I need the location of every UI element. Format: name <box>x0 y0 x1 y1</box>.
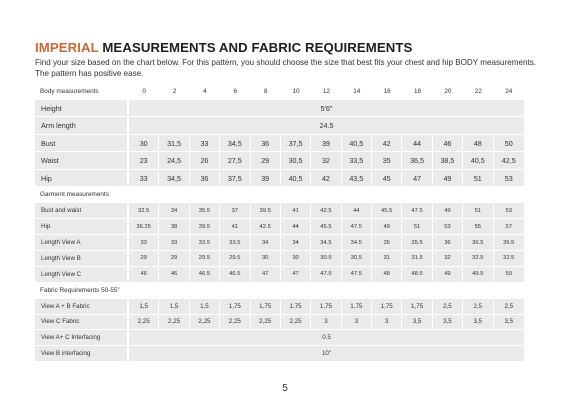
table-cell: 46.5 <box>220 267 250 283</box>
row-label: Length View B <box>35 251 129 267</box>
table-cell: 37,5 <box>220 170 250 188</box>
table-row <box>35 315 524 331</box>
table-cell: 3,5 <box>433 315 463 331</box>
table-cell: 1,75 <box>220 299 250 315</box>
table-cell: 47.5 <box>402 203 432 219</box>
row-label: Bust <box>35 135 129 153</box>
size-heading: 0 <box>129 84 159 100</box>
table-cell: 29 <box>129 251 159 267</box>
fabric-requirements-header-row <box>35 283 524 299</box>
size-heading: 8 <box>251 84 281 100</box>
table-cell: 32 <box>433 251 463 267</box>
table-cell: 39.5 <box>190 219 220 235</box>
table-cell: 40,5 <box>342 135 372 153</box>
table-cell: 2,25 <box>159 315 189 331</box>
table-cell: 44 <box>281 219 311 235</box>
row-label: View C Fabric <box>35 315 129 331</box>
title-rest: MEASUREMENTS AND FABRIC REQUIREMENTS <box>98 40 413 55</box>
table-cell: 38 <box>159 219 189 235</box>
size-heading: 22 <box>463 84 493 100</box>
table-cell: 29.5 <box>190 251 220 267</box>
row-label: Hip <box>35 170 129 188</box>
table-cell: 34,5 <box>220 135 250 153</box>
table-row <box>35 219 524 235</box>
table-row <box>35 203 524 219</box>
section-heading: Body measurements <box>35 84 129 100</box>
table-cell: 35 <box>372 235 402 251</box>
table-cell: 46.5 <box>190 267 220 283</box>
table-cell: 37 <box>220 203 250 219</box>
table-cell: 46 <box>129 267 159 283</box>
table-cell: 2,5 <box>494 299 525 315</box>
table-cell: 46 <box>433 135 463 153</box>
table-cell: 42 <box>372 135 402 153</box>
table-cell: 41 <box>220 219 250 235</box>
spanning-value: 24.5 <box>129 117 524 135</box>
table-cell: 34 <box>159 203 189 219</box>
table-cell: 46 <box>159 267 189 283</box>
table-cell: 39 <box>251 170 281 188</box>
table-cell: 1,75 <box>342 299 372 315</box>
table-cell: 40,5 <box>463 152 493 170</box>
table-cell: 1,75 <box>251 299 281 315</box>
table-row <box>35 299 524 315</box>
table-cell: 42.5 <box>311 203 341 219</box>
body-measurements-header-row <box>35 84 524 100</box>
table-cell: 3 <box>372 315 402 331</box>
table-row <box>35 267 524 283</box>
spanning-value: 0.5 <box>129 330 524 346</box>
table-cell: 49 <box>372 219 402 235</box>
table-cell: 33 <box>159 235 189 251</box>
row-label: View A + B Fabric <box>35 299 129 315</box>
page-number: 5 <box>282 383 288 394</box>
table-row <box>35 346 524 362</box>
page-title <box>35 40 412 55</box>
table-cell: 48.5 <box>402 267 432 283</box>
table-row <box>35 330 524 346</box>
table-cell: 47.5 <box>342 219 372 235</box>
row-label: Length View C <box>35 267 129 283</box>
row-label: Waist <box>35 152 129 170</box>
table-cell: 3 <box>311 315 341 331</box>
table-row <box>35 117 524 135</box>
row-label: View A+ C Interfacing <box>35 330 129 346</box>
table-cell: 33.5 <box>220 235 250 251</box>
size-heading: 4 <box>190 84 220 100</box>
table-cell: 48 <box>372 267 402 283</box>
table-cell: 27,5 <box>220 152 250 170</box>
table-cell: 31 <box>372 251 402 267</box>
table-cell: 36,5 <box>402 152 432 170</box>
size-heading: 10 <box>281 84 311 100</box>
table-cell: 34.5 <box>311 235 341 251</box>
table-cell: 30,5 <box>281 152 311 170</box>
table-row <box>35 170 524 188</box>
table-cell: 30 <box>281 251 311 267</box>
row-label: Bust and waist <box>35 203 129 219</box>
table-cell: 30.5 <box>311 251 341 267</box>
spanning-value: 5'6" <box>129 100 524 118</box>
table-cell: 1,5 <box>159 299 189 315</box>
table-cell: 50 <box>494 267 525 283</box>
table-cell: 3,5 <box>494 315 525 331</box>
table-cell: 29 <box>251 152 281 170</box>
table-cell: 53 <box>494 203 525 219</box>
table-cell: 29.5 <box>220 251 250 267</box>
size-heading: 18 <box>402 84 432 100</box>
title-accent: IMPERIAL <box>35 40 99 55</box>
table-cell: 31,5 <box>159 135 189 153</box>
table-row <box>35 235 524 251</box>
table-cell: 49 <box>433 170 463 188</box>
table-cell: 41 <box>281 203 311 219</box>
table-cell: 57 <box>494 219 525 235</box>
table-cell: 36 <box>190 170 220 188</box>
table-cell: 38,5 <box>433 152 463 170</box>
table-cell: 2,25 <box>129 315 159 331</box>
table-cell: 55 <box>463 219 493 235</box>
table-cell: 49.5 <box>463 267 493 283</box>
table-cell: 42 <box>311 170 341 188</box>
table-cell: 47 <box>402 170 432 188</box>
table-cell: 1,75 <box>311 299 341 315</box>
spanning-value: 10" <box>129 346 524 362</box>
table-cell: 47.5 <box>342 267 372 283</box>
table-row <box>35 251 524 267</box>
table-cell: 42,5 <box>494 152 525 170</box>
row-label: Hip <box>35 219 129 235</box>
table-cell: 1,75 <box>372 299 402 315</box>
size-heading: 6 <box>220 84 250 100</box>
size-chart-table <box>35 84 524 362</box>
table-cell: 35.5 <box>190 203 220 219</box>
table-cell: 36.25 <box>129 219 159 235</box>
table-cell: 32 <box>311 152 341 170</box>
table-cell: 26 <box>190 152 220 170</box>
table-cell: 39.5 <box>251 203 281 219</box>
table-cell: 3,5 <box>402 315 432 331</box>
table-cell: 1,5 <box>190 299 220 315</box>
table-cell: 1,75 <box>281 299 311 315</box>
table-cell: 44 <box>342 203 372 219</box>
table-cell: 35.5 <box>402 235 432 251</box>
table-cell: 32.5 <box>129 203 159 219</box>
table-row <box>35 100 524 118</box>
table-cell: 33 <box>129 235 159 251</box>
table-cell: 23 <box>129 152 159 170</box>
table-cell: 30 <box>129 135 159 153</box>
table-cell: 48 <box>463 135 493 153</box>
size-heading: 16 <box>372 84 402 100</box>
table-cell: 51 <box>463 203 493 219</box>
table-cell: 37,5 <box>281 135 311 153</box>
size-heading: 12 <box>311 84 341 100</box>
table-cell: 34.5 <box>342 235 372 251</box>
table-row <box>35 152 524 170</box>
row-label: Arm length <box>35 117 129 135</box>
table-cell: 33,5 <box>342 152 372 170</box>
row-label: Height <box>35 100 129 118</box>
table-cell: 45 <box>372 170 402 188</box>
row-label: View B interfacing <box>35 346 129 362</box>
table-row <box>35 135 524 153</box>
table-cell: 24,5 <box>159 152 189 170</box>
table-cell: 47.5 <box>311 267 341 283</box>
section-heading: Garment measurements <box>35 187 524 203</box>
table-cell: 40,5 <box>281 170 311 188</box>
table-cell: 33.5 <box>190 235 220 251</box>
table-cell: 34 <box>251 235 281 251</box>
table-cell: 34 <box>281 235 311 251</box>
table-cell: 3,5 <box>463 315 493 331</box>
garment-measurements-header-row <box>35 187 524 203</box>
table-cell: 33 <box>190 135 220 153</box>
table-cell: 36.5 <box>463 235 493 251</box>
table-cell: 49 <box>433 203 463 219</box>
table-cell: 36 <box>251 135 281 153</box>
table-cell: 49 <box>433 267 463 283</box>
table-cell: 53 <box>494 170 525 188</box>
section-heading: Fabric Requirements 50-55" <box>35 283 524 299</box>
size-heading: 20 <box>433 84 463 100</box>
table-cell: 36 <box>433 235 463 251</box>
table-cell: 1,5 <box>129 299 159 315</box>
size-heading: 14 <box>342 84 372 100</box>
table-cell: 45.5 <box>311 219 341 235</box>
table-cell: 53 <box>433 219 463 235</box>
size-heading: 2 <box>159 84 189 100</box>
table-cell: 2,25 <box>220 315 250 331</box>
table-cell: 43,5 <box>342 170 372 188</box>
table-cell: 47 <box>251 267 281 283</box>
size-heading: 24 <box>494 84 525 100</box>
table-cell: 33 <box>129 170 159 188</box>
table-cell: 45.5 <box>372 203 402 219</box>
table-cell: 51 <box>463 170 493 188</box>
table-cell: 50 <box>494 135 525 153</box>
table-cell: 2,25 <box>251 315 281 331</box>
table-cell: 32.5 <box>463 251 493 267</box>
intro-text: Find your size based on the chart below. For this pattern, you should choose the size that best fits your chest and hip BODY measurements. The pattern has positive ease. <box>35 58 537 78</box>
table-cell: 39 <box>311 135 341 153</box>
table-cell: 35 <box>372 152 402 170</box>
table-cell: 47 <box>281 267 311 283</box>
row-label: Length View A <box>35 235 129 251</box>
table-cell: 30,5 <box>342 251 372 267</box>
table-cell: 29 <box>159 251 189 267</box>
table-cell: 30 <box>251 251 281 267</box>
table-cell: 2,25 <box>190 315 220 331</box>
table-cell: 3 <box>342 315 372 331</box>
table-cell: 51 <box>402 219 432 235</box>
table-cell: 2,5 <box>433 299 463 315</box>
table-cell: 2,5 <box>463 299 493 315</box>
table-cell: 32.5 <box>494 251 525 267</box>
table-cell: 2,25 <box>281 315 311 331</box>
table-cell: 34,5 <box>159 170 189 188</box>
table-cell: 1,75 <box>402 299 432 315</box>
table-cell: 36.5 <box>494 235 525 251</box>
table-cell: 31.5 <box>402 251 432 267</box>
table-cell: 44 <box>402 135 432 153</box>
table-cell: 42.5 <box>251 219 281 235</box>
